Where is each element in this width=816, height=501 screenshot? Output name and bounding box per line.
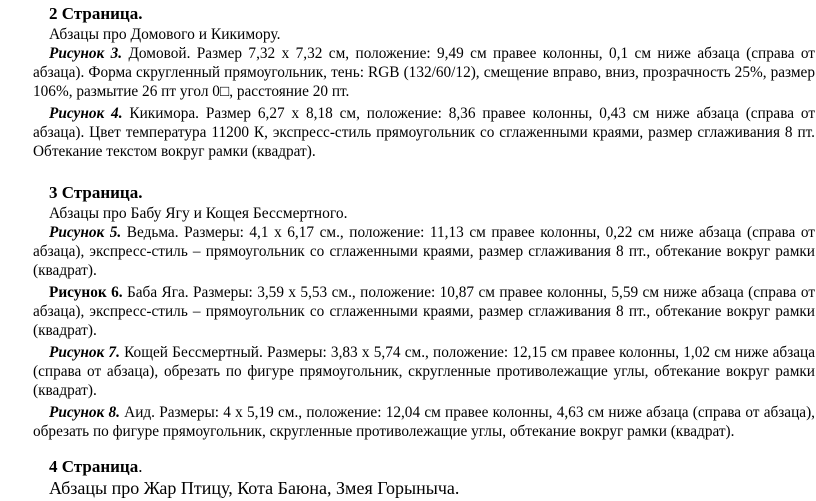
section-subtitle-3: Абзацы про Бабу Ягу и Кощея Бессмертного.	[49, 205, 348, 222]
figure-text-6: Баба Яга. Размеры: 3,59 х 5,53 см., положение: 10,87 см правее колонны, 5,59 см ниже абзаца (справа от абзаца), экспресс-стиль – прямоугольник со сглаженными краями, размер сглаживания 8 пт., обтекание вокруг рамки (квадрат).	[33, 284, 816, 339]
section-heading-4	[49, 457, 142, 477]
figure-text-5: Ведьма. Размеры: 4,1 х 6,17 см., положение: 11,13 см правее колонны, 0,22 см ниже абзаца (справа от абзаца), экспресс-стиль – прямоугольник со сглаженными краями, размер сглаживания 8 пт., обтекание вокруг рамки (квадрат).	[33, 224, 815, 279]
figure-label-3: Рисунок 3.	[49, 45, 123, 62]
section-heading-4-text: 4 Страница	[49, 457, 139, 476]
figure-text-3: Домовой. Размер 7,32 х 7,32 см, положение: 9,49 см правее колонны, 0,1 см ниже абзаца (справа от абзаца). Форма скругленный прямоугольник, тень: RGB (132/60/12), смещение вправо, вниз, прозрачность 25%, размер 106%, размытие 26 пт угол 0□, расстояние 20 пт.	[33, 45, 815, 100]
section-heading-3-text: 3 Страница.	[49, 183, 143, 202]
figure-paragraph-8	[33, 403, 815, 441]
figure-paragraph-6	[33, 283, 815, 340]
section-heading-2	[49, 4, 142, 24]
figure-label-5: Рисунок 5.	[49, 224, 122, 241]
section-subtitle-4: Абзацы про Жар Птицу, Кота Баюна, Змея Горыныча.	[49, 478, 460, 498]
figure-label-4: Рисунок 4.	[49, 105, 123, 122]
section-heading-3	[49, 183, 142, 203]
figure-label-8: Рисунок 8.	[49, 404, 120, 421]
section-subtitle-2: Абзацы про Домового и Кикимору.	[49, 26, 281, 43]
figure-paragraph-3	[33, 44, 815, 101]
figure-label-7: Рисунок 7.	[49, 344, 120, 361]
figure-paragraph-7	[33, 343, 815, 400]
figure-paragraph-4	[33, 104, 815, 161]
figure-paragraph-5	[33, 223, 815, 280]
section-heading-4-tail: .	[138, 457, 143, 476]
figure-text-4: Кикимора. Размер 6,27 х 8,18 см, положение: 8,36 правее колонны, 0,43 см ниже абзаца (справа от абзаца). Цвет температура 11200 К, экспресс-стиль прямоугольник со сглаженными краями, размер сглаживания 8 пт. Обтекание текстом вокруг рамки (квадрат).	[33, 105, 815, 160]
figure-text-8: Аид. Размеры: 4 х 5,19 см., положение: 12,04 см правее колонны, 4,63 см ниже абзаца (справа от абзаца), обрезать по фигуре прямоугольник, скругленные противолежащие углы, обтекание вокруг рамки (квадрат).	[33, 404, 815, 440]
figure-text-7: Кощей Бессмертный. Размеры: 3,83 х 5,74 см., положение: 12,15 см правее колонны, 1,02 см ниже абзаца (справа от абзаца), обрезать по фигуре прямоугольник, скругленные противолежащие углы, обтекание вокруг рамки (квадрат).	[33, 344, 815, 399]
section-heading-2-text: 2 Страница.	[49, 4, 143, 23]
figure-label-6: Рисунок 6.	[49, 284, 123, 301]
